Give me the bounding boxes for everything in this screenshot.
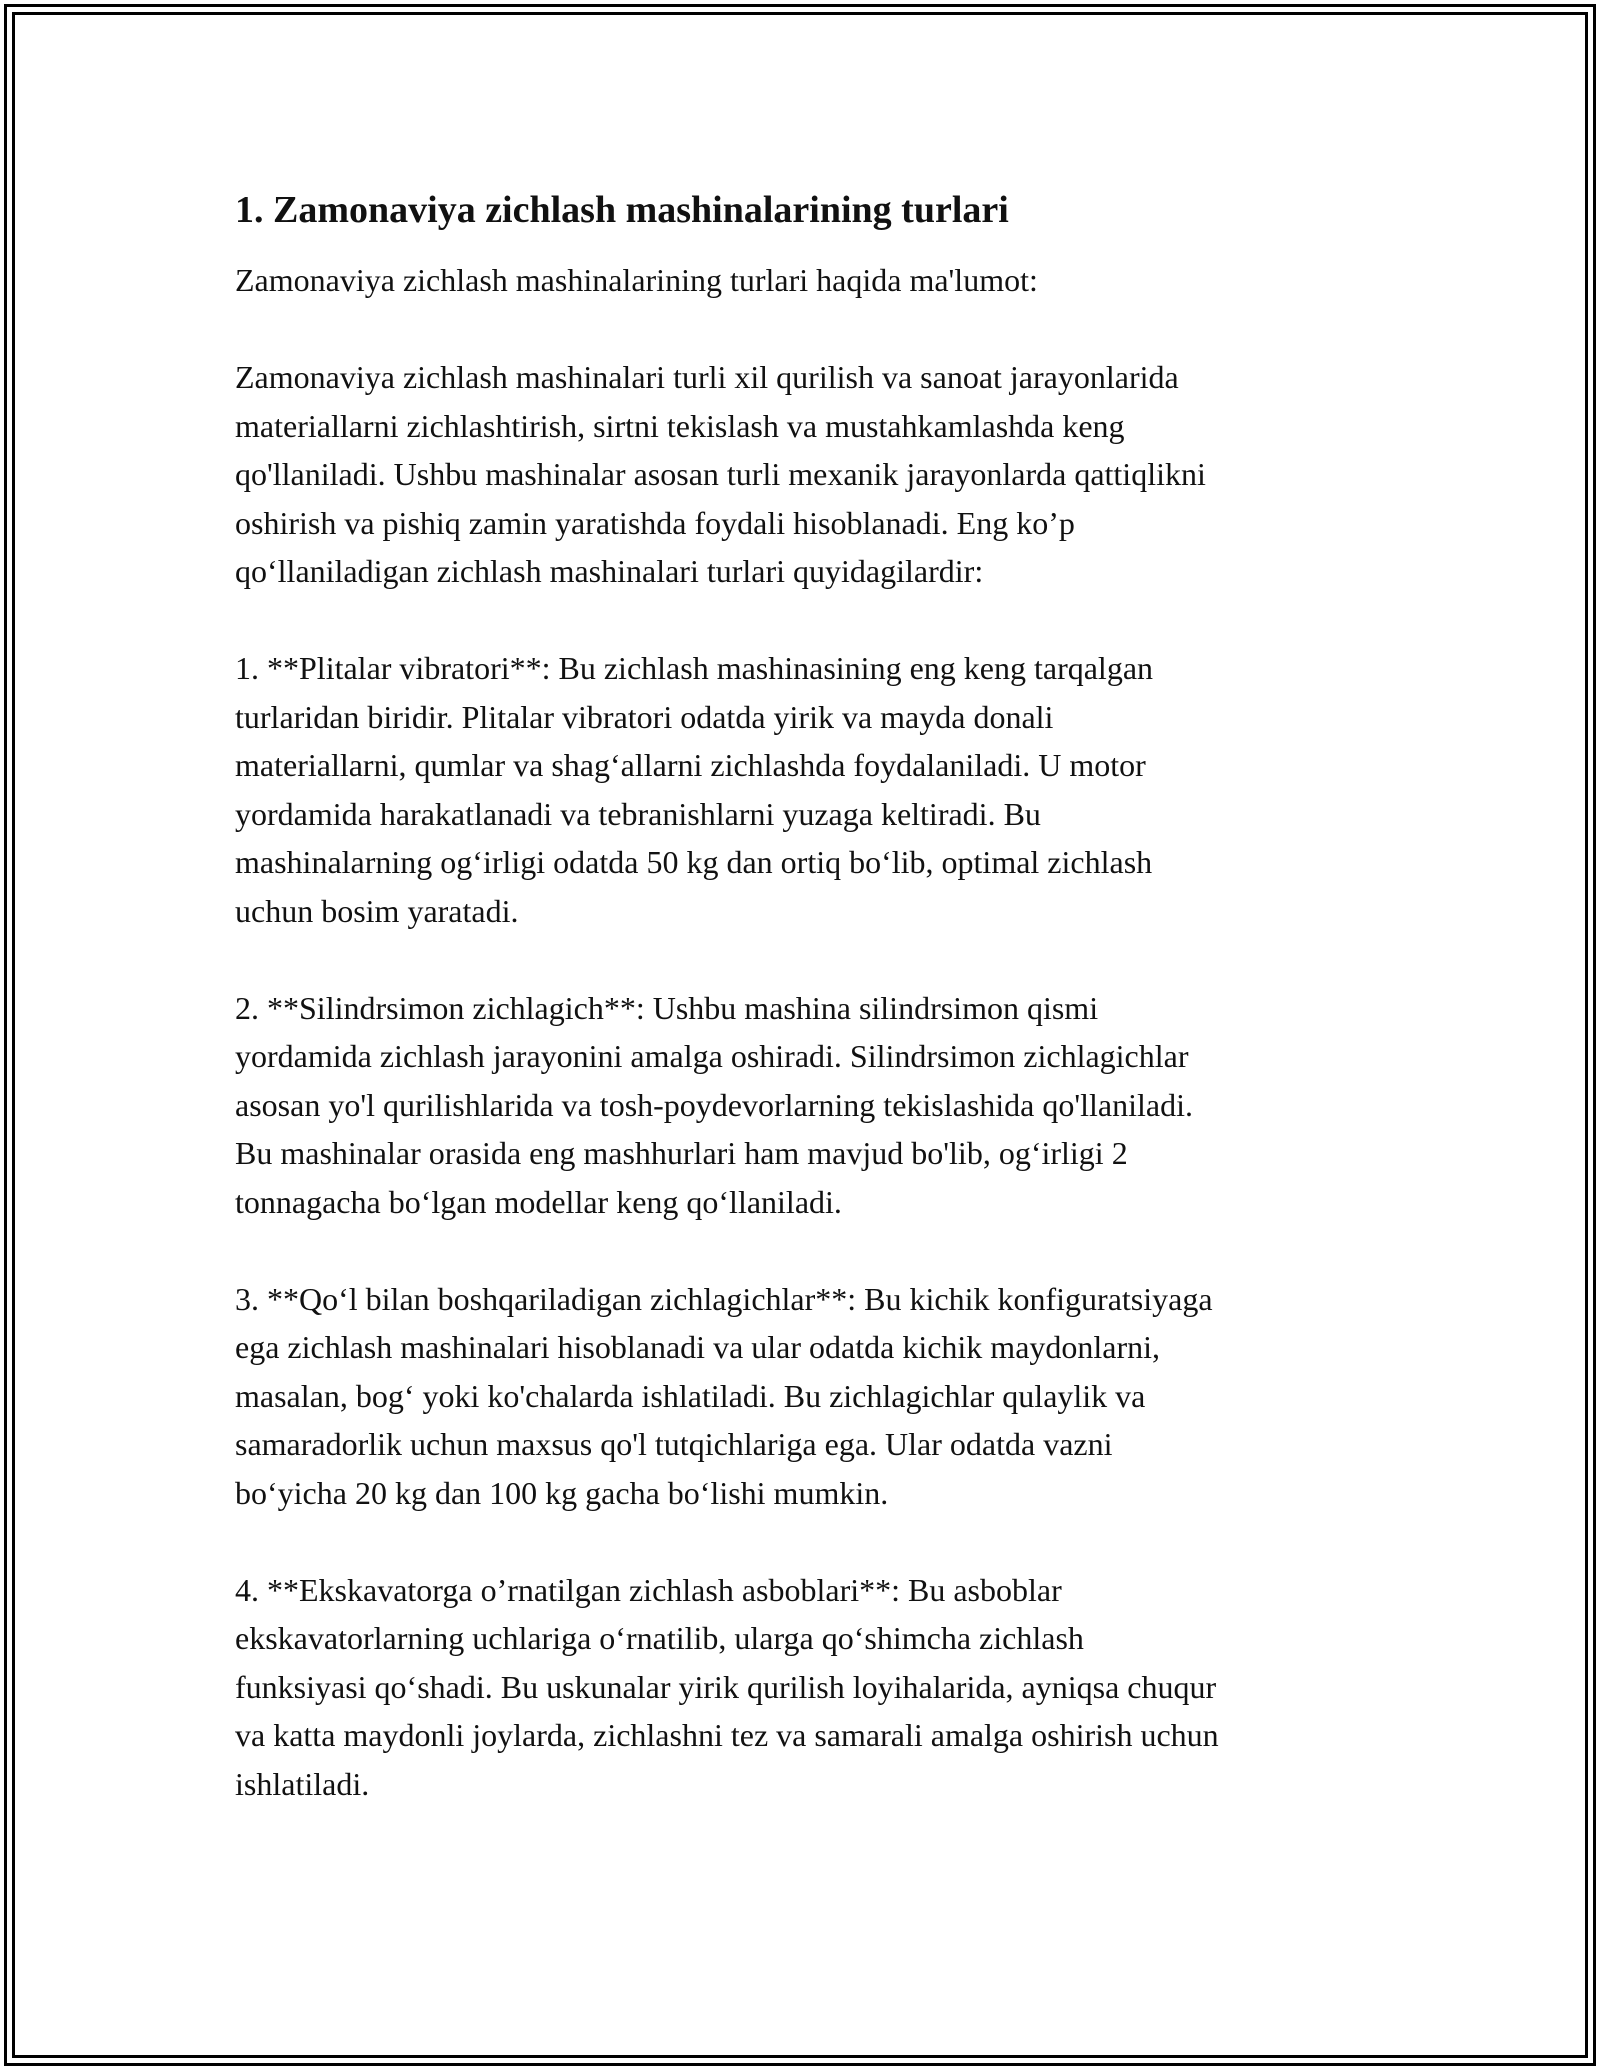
overview-paragraph: Zamonaviya zichlash mashinalari turli xil qurilish va sanoat jarayonlarida materiallarni zichlashtirish, sirtni tekislash va mustahkamlashda keng qo'llaniladi. Ushbu mashinalar asosan turli mexanik jarayonlarda qattiqlikni oshirish va pishiq zamin yaratishda foydali hisoblanadi. Eng ko’p qo‘llaniladigan zichlash mashinalari turlari quyidagilardir: — [235, 359, 1206, 589]
intro-paragraph: Zamonaviya zichlash mashinalarining turlari haqida ma'lumot: — [235, 262, 1038, 298]
section-heading: 1. Zamonaviya zichlash mashinalarining turlari — [235, 189, 1009, 231]
list-item-hand-operated-compactors: 3. **Qo‘l bilan boshqariladigan zichlagichlar**: Bu kichik konfiguratsiyaga ega zichlash mashinalari hisoblanadi va ular odatda kichik maydonlarni, masalan, bog‘ yoki ko'chalarda ishlatiladi. Bu zichlagichlar qulaylik va samaradorlik uchun maxsus qo'l tutqichlariga ega. Ular odatda vazni bo‘yicha 20 kg dan 100 kg gacha bo‘lishi mumkin. — [235, 1280, 1213, 1511]
list-item-plate-vibrator: 1. **Plitalar vibratori**: Bu zichlash mashinasining eng keng tarqalgan turlaridan biridir. Plitalar vibratori odatda yirik va mayda donali materiallarni, qumlar va shag‘allarni zichlashda foydalaniladi. U motor yordamida harakatlanadi va tebranishlarni yuzaga keltiradi. Bu mashinalarning og‘irligi odatda 50 kg dan ortiq bo‘lib, optimal zichlash uchun bosim yaratadi. — [235, 650, 1154, 929]
list-item-excavator-attachments: 4. **Ekskavatorga o’rnatilgan zichlash asboblari**: Bu asboblar ekskavatorlarning uchlariga o‘rnatilib, ularga qo‘shimcha zichlash funksiyasi qo‘shadi. Bu uskunalar yirik qurilish loyihalarida, ayniqsa chuqur va katta maydonli joylarda, zichlashni tez va samarali amalga oshirish uchun ishlatiladi. — [235, 1571, 1219, 1802]
document-body — [235, 186, 1375, 1857]
list-item-cylindrical-compactor: 2. **Silindrsimon zichlagich**: Ushbu mashina silindrsimon qismi yordamida zichlash jarayonini amalga oshiradi. Silindrsimon zichlagichlar asosan yo'l qurilishlarida va tosh-poydevorlarning tekislashida qo'llaniladi. Bu mashinalar orasida eng mashhurlari ham mavjud bo'lib, og‘irligi 2 tonnagacha bo‘lgan modellar keng qo‘llaniladi. — [235, 989, 1193, 1220]
